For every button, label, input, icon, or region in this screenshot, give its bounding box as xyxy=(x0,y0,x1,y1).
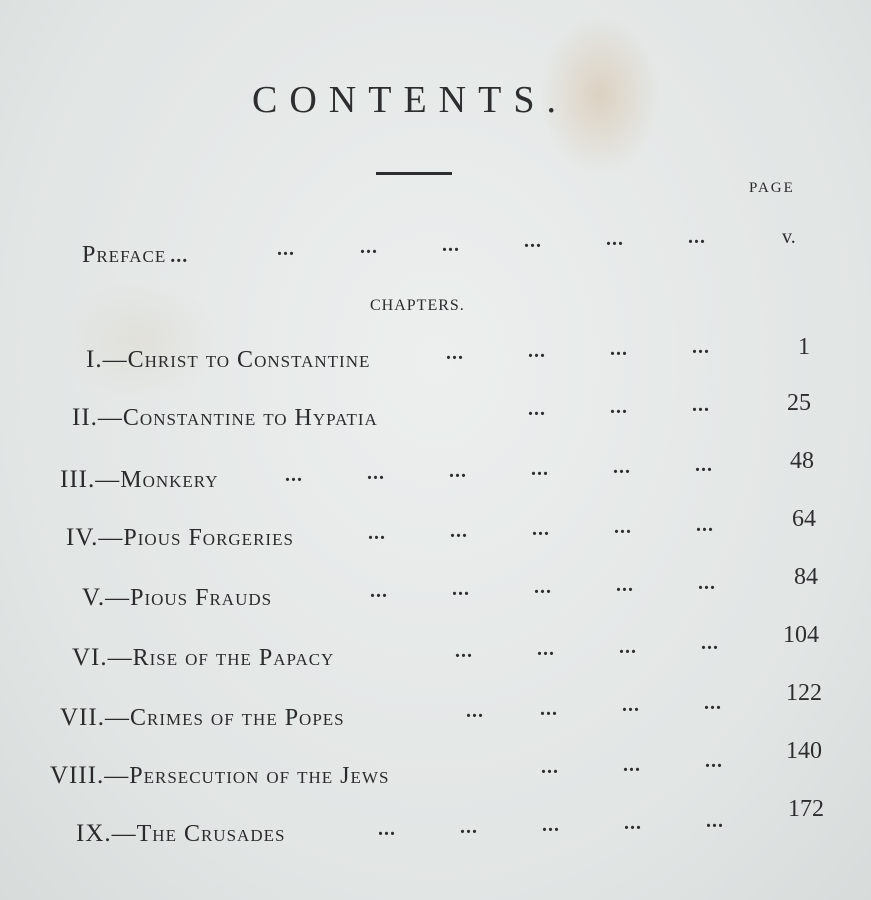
dot-leader: ... xyxy=(367,462,385,484)
dot-leader: ... xyxy=(616,574,634,596)
dot-leader: ... xyxy=(541,756,559,778)
preface-entry xyxy=(82,242,188,269)
chapter-numeral: VII. xyxy=(60,704,105,731)
chapter-entry: IV.—Pious Forgeries xyxy=(66,524,294,551)
dot-leader: ... xyxy=(610,338,628,360)
chapter-title: Monkery xyxy=(120,467,219,493)
dot-leader: ... xyxy=(442,234,460,256)
dot-leader: ... xyxy=(542,814,560,836)
page-title: CONTENTS. xyxy=(252,79,568,121)
chapter-numeral: VIII. xyxy=(50,762,105,789)
dot-leader: ... xyxy=(466,700,484,722)
chapter-page-number: 172 xyxy=(788,796,824,822)
title-rule xyxy=(376,172,452,175)
chapter-entry: II.—Constantine to Hypatia xyxy=(72,404,378,431)
chapter-title: Christ to Constantine xyxy=(127,347,371,373)
dot-leader: ... xyxy=(696,514,714,536)
dot-leader: ... xyxy=(705,750,723,772)
chapter-page-number: 140 xyxy=(786,738,822,764)
dot-leader: ... xyxy=(688,226,706,248)
chapter-entry: VI.—Rise of the Papacy xyxy=(72,644,335,671)
chapter-numeral: VI. xyxy=(72,644,108,671)
dot-leader: ... xyxy=(452,578,470,600)
dot-leader: ... xyxy=(450,520,468,542)
dot-leader: ... xyxy=(378,818,396,840)
chapter-entry: VII.—Crimes of the Popes xyxy=(60,704,345,731)
chapter-page-number: 122 xyxy=(786,680,822,706)
chapter-entry: I.—Christ to Constantine xyxy=(86,346,371,373)
chapters-heading: CHAPTERS. xyxy=(370,297,465,314)
chapter-numeral: IX. xyxy=(76,820,112,847)
chapter-title: Pious Frauds xyxy=(130,585,273,611)
dot-leader: ... xyxy=(531,458,549,480)
dot-leader: ... xyxy=(277,238,295,260)
chapter-entry: III.—Monkery xyxy=(60,466,219,493)
dot-leader: ... xyxy=(606,228,624,250)
chapter-title: Constantine to Hypatia xyxy=(122,405,378,431)
chapter-page-number: 25 xyxy=(787,390,811,416)
dot-leader: ... xyxy=(524,230,542,252)
dot-leader: ... xyxy=(285,464,303,486)
chapter-page-number: 64 xyxy=(792,506,816,532)
dot-leader: ... xyxy=(613,456,631,478)
chapter-numeral: IV. xyxy=(66,524,99,551)
dot-leader: ... xyxy=(698,572,716,594)
dot-leader: ... xyxy=(701,632,719,654)
dot-leader: ... xyxy=(449,460,467,482)
chapter-title: Pious Forgeries xyxy=(123,525,294,551)
chapter-numeral: II. xyxy=(72,404,98,431)
dot-leader: ... xyxy=(614,516,632,538)
chapter-title: Crimes of the Popes xyxy=(129,705,345,731)
dot-leader: ... xyxy=(624,812,642,834)
chapter-page-number: 48 xyxy=(790,448,814,474)
dot-leader: ... xyxy=(537,638,555,660)
dot-leader: ... xyxy=(623,754,641,776)
chapter-entry: VIII.—Persecution of the Jews xyxy=(50,762,390,789)
chapter-numeral: V. xyxy=(82,584,106,611)
chapter-page-number: 1 xyxy=(798,334,810,360)
dot-leader: ... xyxy=(534,576,552,598)
chapter-title: Persecution of the Jews xyxy=(129,763,390,789)
dot-leader: ... xyxy=(622,694,640,716)
chapter-title: The Crusades xyxy=(136,821,286,847)
chapter-entry: IX.—The Crusades xyxy=(76,820,286,847)
dot-leader: ... xyxy=(540,698,558,720)
dot-leader: ... xyxy=(370,580,388,602)
chapter-numeral: III. xyxy=(60,466,96,493)
dot-leader: ... xyxy=(706,810,724,832)
dot-leader: ... xyxy=(692,336,710,358)
chapter-title: Rise of the Papacy xyxy=(132,645,335,671)
chapter-page-number: 104 xyxy=(783,622,819,648)
dot-leader: ... xyxy=(446,342,464,364)
dot-leader: ... xyxy=(704,692,722,714)
chapter-entry: V.—Pious Frauds xyxy=(82,584,273,611)
dot-leader: ... xyxy=(368,522,386,544)
dot-leader: ... xyxy=(528,340,546,362)
preface-page-number: v. xyxy=(782,226,796,248)
chapter-numeral: I. xyxy=(86,346,103,373)
dot-leader: ... xyxy=(532,518,550,540)
dot-leader: ... xyxy=(360,236,378,258)
dot-leader: ... xyxy=(460,816,478,838)
dot-leader: ... xyxy=(619,636,637,658)
dot-leader: ... xyxy=(610,396,628,418)
chapter-page-number: 84 xyxy=(794,564,818,590)
dot-leader: ... xyxy=(455,640,473,662)
dot-leader: ... xyxy=(695,454,713,476)
preface-leader: ... xyxy=(170,245,189,267)
page-column-heading: PAGE xyxy=(749,180,795,196)
dot-leader: ... xyxy=(692,394,710,416)
preface-label: Preface xyxy=(82,242,167,268)
dot-leader: ... xyxy=(528,398,546,420)
